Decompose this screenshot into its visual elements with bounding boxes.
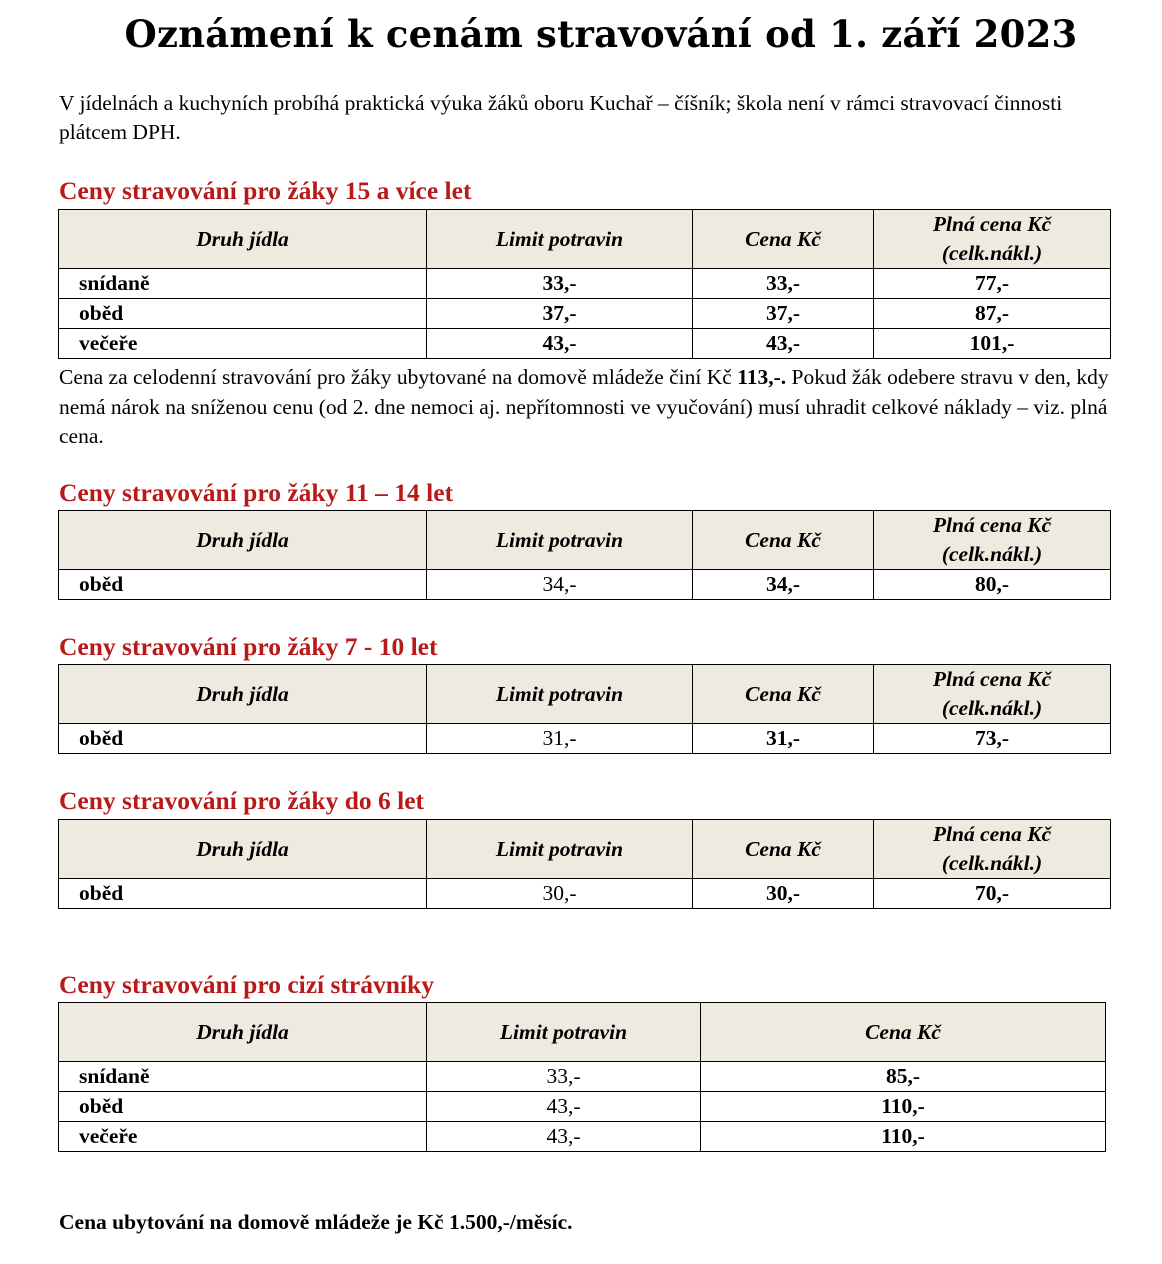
table-row [59, 299, 1111, 329]
intro-paragraph: V jídelnách a kuchyních probíhá praktická výuka žáků oboru Kuchař – číšník; škola není v rámci stravovací činnosti plátcem DPH. [59, 91, 1063, 144]
header-meal-type: Druh jídla [59, 665, 427, 724]
header-meal-type: Druh jídla [59, 210, 427, 269]
price-table-under-6 [58, 819, 1111, 909]
page-title: Oznámení k cenám stravování od 1. září 2023 [124, 12, 1078, 56]
header-food-limit: Limit potravin [427, 511, 693, 570]
header-meal-type: Druh jídla [59, 820, 427, 879]
meal-name: snídaně [59, 269, 427, 299]
table-header-row [59, 210, 1111, 269]
table-header-row [59, 1003, 1106, 1062]
food-limit-value: 34,- [427, 570, 693, 600]
section-heading-11-14: Ceny stravování pro žáky 11 – 14 let [59, 478, 454, 507]
meal-name: snídaně [59, 1062, 427, 1092]
meal-name: oběd [59, 724, 427, 754]
price-value: 110,- [701, 1122, 1106, 1152]
price-table-11-14 [58, 510, 1111, 600]
full-price-value: 80,- [874, 570, 1111, 600]
price-value: 31,- [693, 724, 874, 754]
price-value: 30,- [693, 879, 874, 909]
full-price-value: 77,- [874, 269, 1111, 299]
full-day-price-amount: 113,-. [737, 365, 787, 389]
price-value: 33,- [693, 269, 874, 299]
meal-name: oběd [59, 299, 427, 329]
header-food-limit: Limit potravin [427, 1003, 701, 1062]
meal-name: oběd [59, 1092, 427, 1122]
table-row [59, 329, 1111, 359]
table-row [59, 1122, 1106, 1152]
section-heading-under-6: Ceny stravování pro žáky do 6 let [59, 786, 425, 815]
food-limit-value: 31,- [427, 724, 693, 754]
food-limit-value: 43,- [427, 1092, 701, 1122]
meal-name: oběd [59, 570, 427, 600]
price-value: 110,- [701, 1092, 1106, 1122]
price-table-external [58, 1002, 1106, 1152]
meal-name: večeře [59, 329, 427, 359]
table-row [59, 879, 1111, 909]
table-header-row [59, 665, 1111, 724]
table-row [59, 1092, 1106, 1122]
food-limit-value: 37,- [427, 299, 693, 329]
header-price: Cena Kč [693, 511, 874, 570]
price-value: 85,- [701, 1062, 1106, 1092]
food-limit-value: 33,- [427, 1062, 701, 1092]
meal-name: oběd [59, 879, 427, 909]
header-price: Cena Kč [693, 820, 874, 879]
table-row [59, 1062, 1106, 1092]
header-full-price: Plná cena Kč (celk.nákl.) [874, 665, 1111, 724]
header-meal-type: Druh jídla [59, 1003, 427, 1062]
header-price: Cena Kč [693, 665, 874, 724]
header-food-limit: Limit potravin [427, 665, 693, 724]
full-price-value: 101,- [874, 329, 1111, 359]
section-heading-external: Ceny stravování pro cizí strávníky [59, 970, 434, 999]
header-meal-type: Druh jídla [59, 511, 427, 570]
table-row [59, 570, 1111, 600]
price-table-15-plus [58, 209, 1111, 359]
food-limit-value: 43,- [427, 329, 693, 359]
table-row [59, 724, 1111, 754]
full-price-value: 73,- [874, 724, 1111, 754]
header-food-limit: Limit potravin [427, 210, 693, 269]
food-limit-value: 43,- [427, 1122, 701, 1152]
header-price: Cena Kč [693, 210, 874, 269]
full-price-value: 87,- [874, 299, 1111, 329]
meal-name: večeře [59, 1122, 427, 1152]
table-header-row [59, 820, 1111, 879]
food-limit-value: 33,- [427, 269, 693, 299]
price-value: 37,- [693, 299, 874, 329]
price-value: 43,- [693, 329, 874, 359]
table-header-row [59, 511, 1111, 570]
header-price: Cena Kč [701, 1003, 1106, 1062]
header-full-price: Plná cena Kč (celk.nákl.) [874, 820, 1111, 879]
price-value: 34,- [693, 570, 874, 600]
header-full-price: Plná cena Kč (celk.nákl.) [874, 210, 1111, 269]
header-food-limit: Limit potravin [427, 820, 693, 879]
section-heading-7-10: Ceny stravování pro žáky 7 - 10 let [59, 632, 438, 661]
full-price-value: 70,- [874, 879, 1111, 909]
header-full-price: Plná cena Kč (celk.nákl.) [874, 511, 1111, 570]
price-table-7-10 [58, 664, 1111, 754]
food-limit-value: 30,- [427, 879, 693, 909]
table-row [59, 269, 1111, 299]
accommodation-price-note: Cena ubytování na domově mládeže je Kč 1.500,-/měsíc. [59, 1210, 573, 1234]
full-day-price-note: Cena za celodenní stravování pro žáky ubytované na domově mládeže činí Kč 113,-. Pokud žák odebere stravu v den, kdy nemá nárok na sníženou cenu (od 2. dne nemoci aj. nepřítomnosti ve vyučování) musí uhradit celkové náklady – viz. plná cena. [59, 365, 1109, 448]
section-heading-15-plus: Ceny stravování pro žáky 15 a více let [59, 176, 472, 205]
